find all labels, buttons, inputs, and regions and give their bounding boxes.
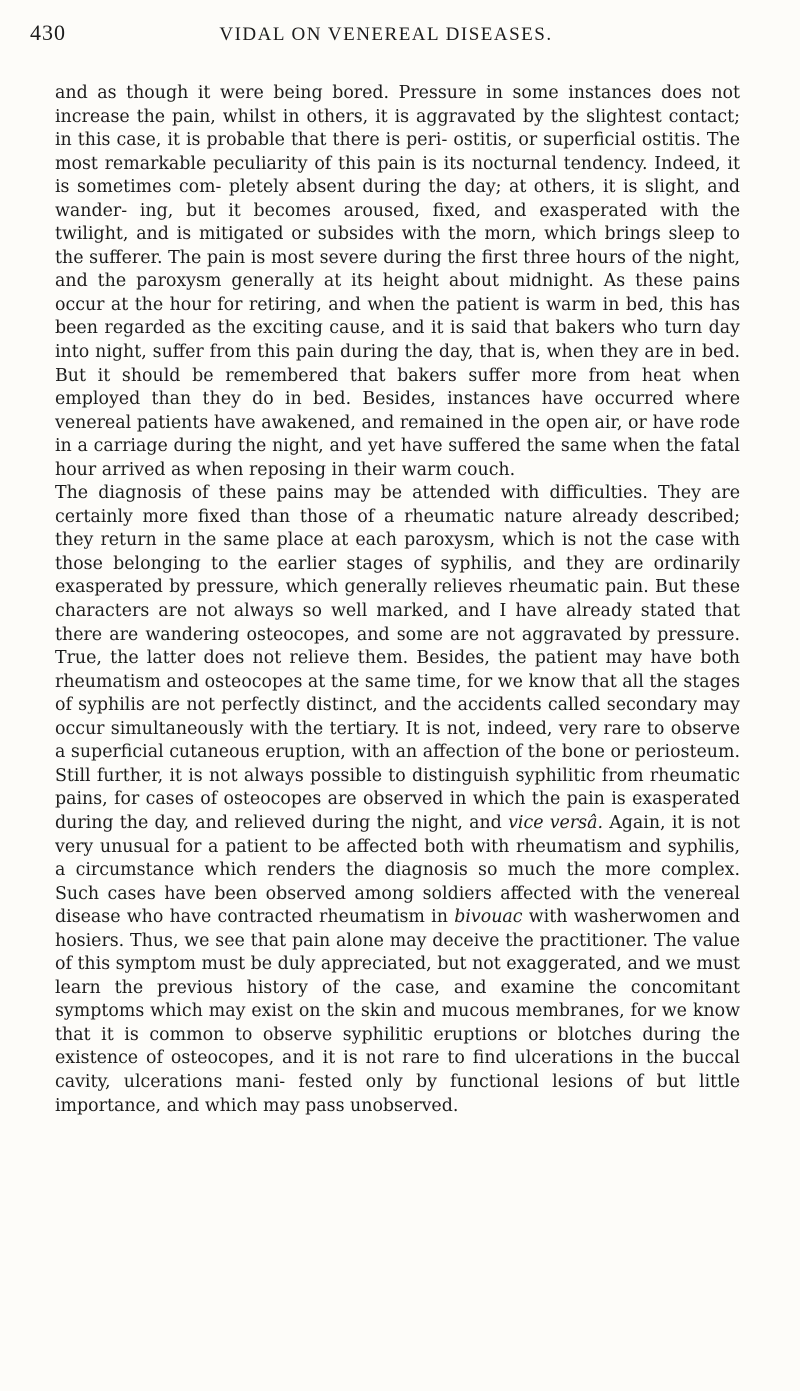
page-header [30, 20, 742, 50]
running-head: VIDAL ON VENEREAL DISEASES. [219, 24, 553, 45]
text-segment: Again, it is not very unusual for a patient to be affected both with rheumatism and syphilis, a circumstance which renders the diagnosis so much the more complex. Such cases have been observed among soldiers affected with the venereal disease who have contracted rheumatism in [55, 812, 740, 928]
italic-phrase: bivouac [454, 907, 523, 928]
text-segment: and as though it were being bored. Pressure in some instances does not increase the pain, whilst in others, it is aggravated by the slightest contact; in this case, it is probable that there is peri- ostitis, or superficial ostitis. The most remarkable peculiarity of this pain is its nocturnal tendency. Indeed, it is sometimes com- pletely absent during the day; at others, it is slight, and wander- ing, but it becomes aroused, fixed, and exasperated with the twilight, and is mitigated or subsides with the morn, which brings sleep to the sufferer. The pain is most severe during the first three hours of the night, and the paroxysm generally at its height about midnight. As these pains occur at the hour for retiring, and when the patient is warm in bed, this has been regarded as the exciting cause, and it is said that bakers who turn day into night, suffer from this pain during the day, that is, when they are in bed. But it should be remembered that bakers suffer more from heat when employed than they do in bed. Besides, instances have occurred where venereal patients have awakened, and remained in the open air, or have rode in a carriage during the night, and yet have suffered the same when the fatal hour arrived as when reposing in their warm couch. [55, 83, 740, 480]
body-text [55, 82, 740, 1118]
text-segment: The diagnosis of these pains may be attended with difficulties. They are certainly more fixed than those of a rheumatic nature already described; they return in the same place at each paroxysm, which is not the case with those belonging to the earlier stages of syphilis, and they are ordinarily exasperated by pressure, which generally relieves rheumatic pain. But these characters are not always so well marked, and I have already stated that there are wandering osteocopes, and some are not aggravated by pressure. True, the latter does not relieve them. Besides, the patient may have both rheumatism and osteocopes at the same time, for we know that all the stages of syphilis are not perfectly distinct, and the accidents called secondary may occur simultaneously with the tertiary. It is not, indeed, very rare to observe a superficial cutaneous eruption, with an affection of the bone or periosteum. Still further, it is not always possible to distinguish syphilitic from rheumatic pains, for cases of osteocopes are observed in which the pain is exasperated during the day, and relieved during the night, and [55, 483, 740, 833]
page-number: 430 [30, 20, 66, 45]
paragraph-1 [55, 82, 740, 482]
text-segment: with washerwomen and hosiers. Thus, we see that pain alone may deceive the practitioner. The value of this symptom must be duly appreciated, but not exaggerated, and we must learn the previous history of the case, and examine the concomitant symptoms which may exist on the skin and mucous membranes, for we know that it is common to observe syphilitic eruptions or blotches during the existence of osteocopes, and it is not rare to find ulcerations in the buccal cavity, ulcerations mani- fested only by functional lesions of but little importance, and which may pass unobserved. [55, 907, 740, 1116]
paragraph-2 [55, 482, 740, 1118]
italic-phrase: vice versâ. [508, 812, 603, 833]
